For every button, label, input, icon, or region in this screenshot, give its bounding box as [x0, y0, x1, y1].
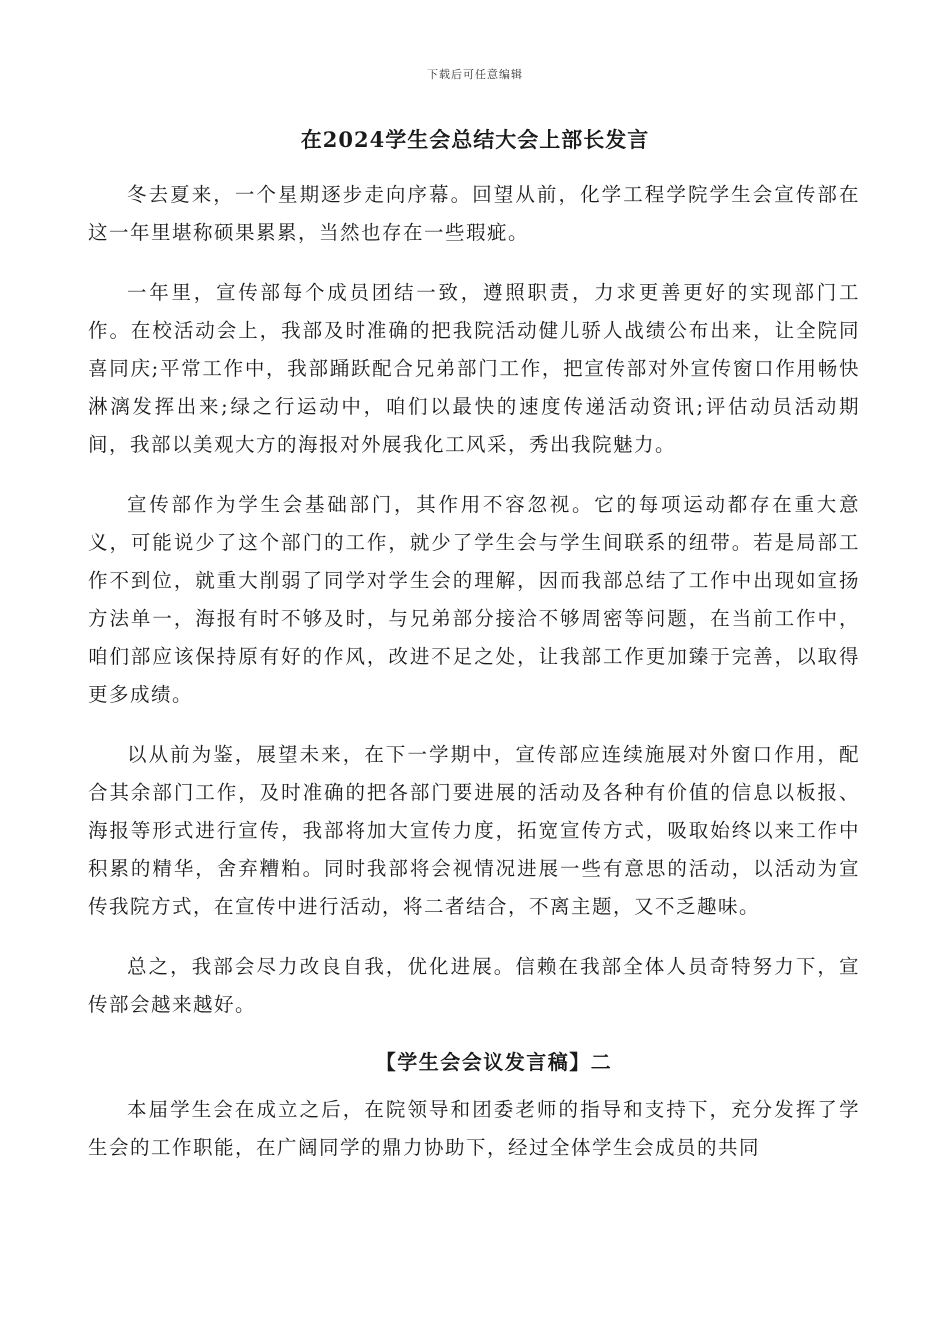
- paragraph: 宣传部作为学生会基础部门，其作用不容忽视。它的每项运动都存在重大意义，可能说少了这个部门的工作，就少了学生会与学生间联系的纽带。若是局部工作不到位，就重大削弱了同学对学生会的理解，因而我部总结了工作中出现如宣扬方法单一，海报有时不够及时，与兄弟部分接洽不够周密等问题，在当前工作中，咱们部应该保持原有好的作风，改进不足之处，让我部工作更加臻于完善，以取得更多成绩。: [88, 493, 860, 706]
- section-title: 【学生会会议发言稿】二: [375, 1050, 613, 1074]
- paragraph: 一年里，宣传部每个成员团结一致，遵照职责，力求更善更好的实现部门工作。在校活动会上，我部及时准确的把我院活动健儿骄人战绩公布出来，让全院同喜同庆;平常工作中，我部踊跃配合兄弟部门工作，把宣传部对外宣传窗口作用畅快淋漓发挥出来;绿之行运动中，咱们以最快的速度传递活动资讯;评估动员活动期间，我部以美观大方的海报对外展我化工风采，秀出我院魅力。: [88, 281, 860, 456]
- paragraph: 本届学生会在成立之后，在院领导和团委老师的指导和支持下，充分发挥了学生会的工作职能，在广阔同学的鼎力协助下，经过全体学生会成员的共同: [88, 1098, 860, 1159]
- header-note: 下载后可任意编辑: [427, 68, 523, 81]
- document-title: 在2024学生会总结大会上部长发言: [300, 127, 650, 152]
- paragraph: 以从前为鉴，展望未来，在下一学期中，宣传部应连续施展对外窗口作用，配合其余部门工作，及时准确的把各部门要进展的活动及各种有价值的信息以板报、海报等形式进行宣传，我部将加大宣传力度，拓宽宣传方式，吸取始终以来工作中积累的精华，舍弃糟粕。同时我部将会视情况进展一些有意思的活动，以活动为宣传我院方式，在宣传中进行活动，将二者结合，不离主题，又不乏趣味。: [88, 743, 860, 918]
- paragraph: 总之，我部会尽力改良自我，优化进展。信赖在我部全体人员奇特努力下，宣传部会越来越好。: [88, 955, 860, 1016]
- paragraph: 冬去夏来，一个星期逐步走向序幕。回望从前，化学工程学院学生会宣传部在这一年里堪称硕果累累，当然也存在一些瑕疵。: [88, 183, 860, 244]
- document-body: [88, 176, 860, 1189]
